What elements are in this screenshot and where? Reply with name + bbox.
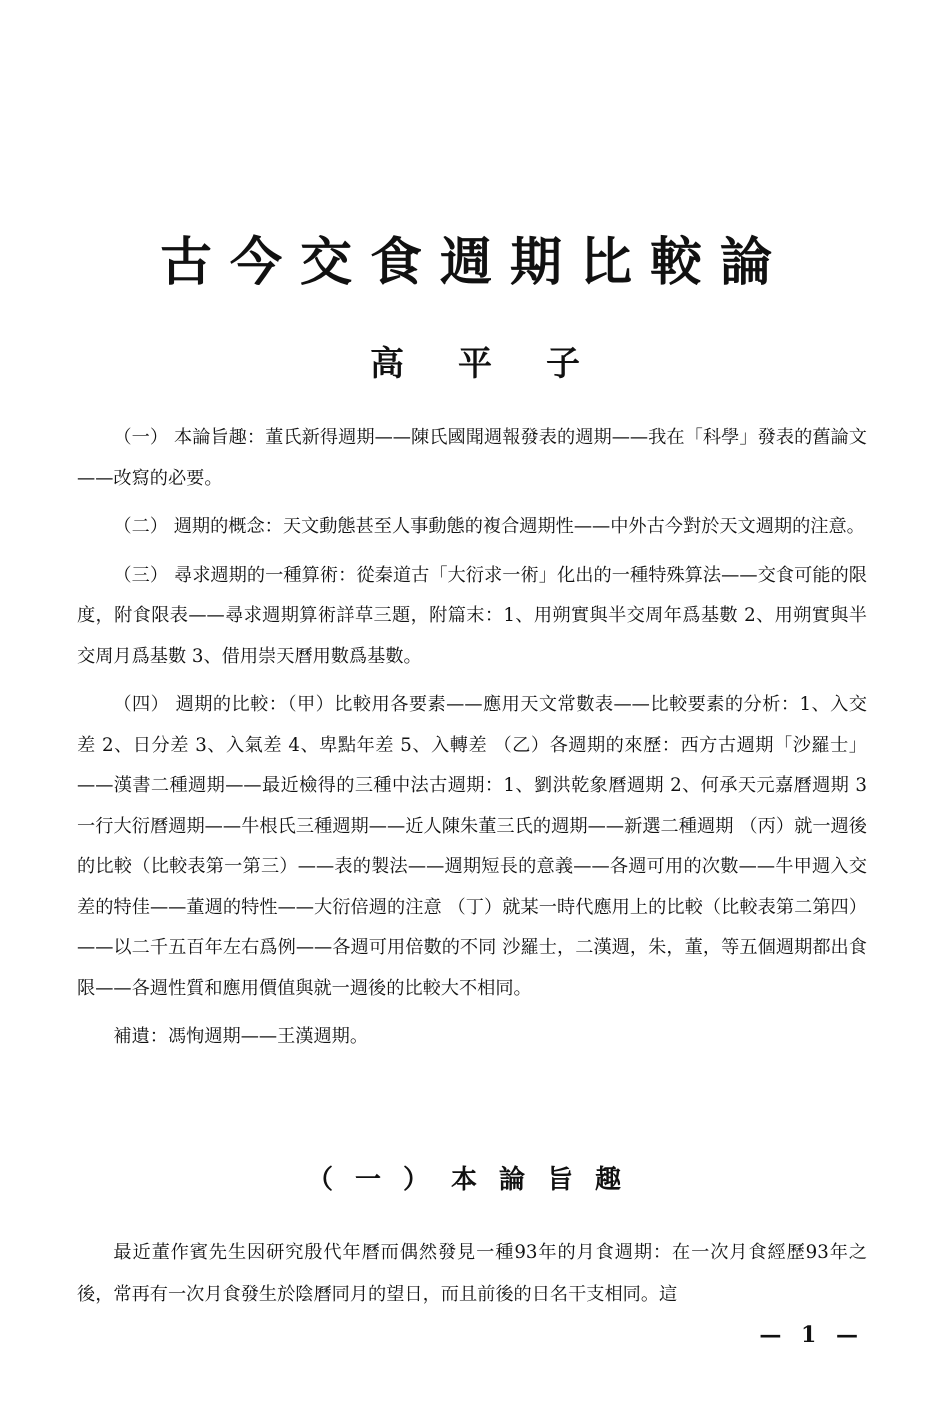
outline-item-3: （三） 尋求週期的一種算術：從秦道古「大衍求一術」化出的一種特殊算法——交食可能的限度，附食限表——尋求週期算術詳草三題，附篇末：1、用朔實與半交周年爲基數 2、用朔實與半交周月爲基數 3、借用崇天曆用數爲基數。 xyxy=(77,564,867,667)
outline-item-1: （一） 本論旨趣：董氏新得週期——陳氏國聞週報發表的週期——我在「科學」發表的舊論文——改寫的必要。 xyxy=(77,427,867,489)
outline-item-4: （四） 週期的比較：（甲）比較用各要素——應用天文常數表——比較要素的分析：1、入交差 2、日分差 3、入氣差 4、卑點年差 5、入轉差 （乙）各週期的來歷：西方古週期「沙羅士」——漢書二種週期——最近檢得的三種中法古週期：1、劉洪乾象曆週期 2、何承天元嘉曆週期 3 一行大衍曆週期——牛根氏三種週期——近人陳朱董三氏的週期——新選二種週期 （丙）就一週後的比較（比較表第一第三）——表的製法——週期短長的意義——各週可用的次數——牛甲週入交差的特佳——董週的特性——大衍倍週的注意 （丁）就某一時代應用上的比較（比較表第二第四）——以二千五百年左右爲例——各週可用倍數的不同 沙羅士，二漢週，朱，董，等五個週期都出食限——各週性質和應用價值與就一週後的比較大不相同。 xyxy=(77,694,867,999)
outline-abstract xyxy=(77,418,867,1066)
outline-supplement: 補遺：馮恂週期——王漢週期。 xyxy=(113,1026,369,1047)
page-number: — 1 — xyxy=(759,1322,864,1348)
article-title: 古今交食週期比較論 xyxy=(159,232,790,293)
section-heading: （一）本論旨趣 xyxy=(306,1165,643,1195)
outline-item-2: （二） 週期的概念：天文動態甚至人事動態的複合週期性——中外古今對於天文週期的注意。 xyxy=(113,516,865,537)
author-name: 高平子 xyxy=(370,344,634,384)
body-paragraph: 最近董作賓先生因研究殷代年曆而偶然發見一種93年的月食週期：在一次月食經歷93年之後，常再有一次月食發生於陰曆同月的望日，而且前後的日名干支相同。這 xyxy=(77,1242,867,1305)
body-text xyxy=(77,1232,867,1316)
